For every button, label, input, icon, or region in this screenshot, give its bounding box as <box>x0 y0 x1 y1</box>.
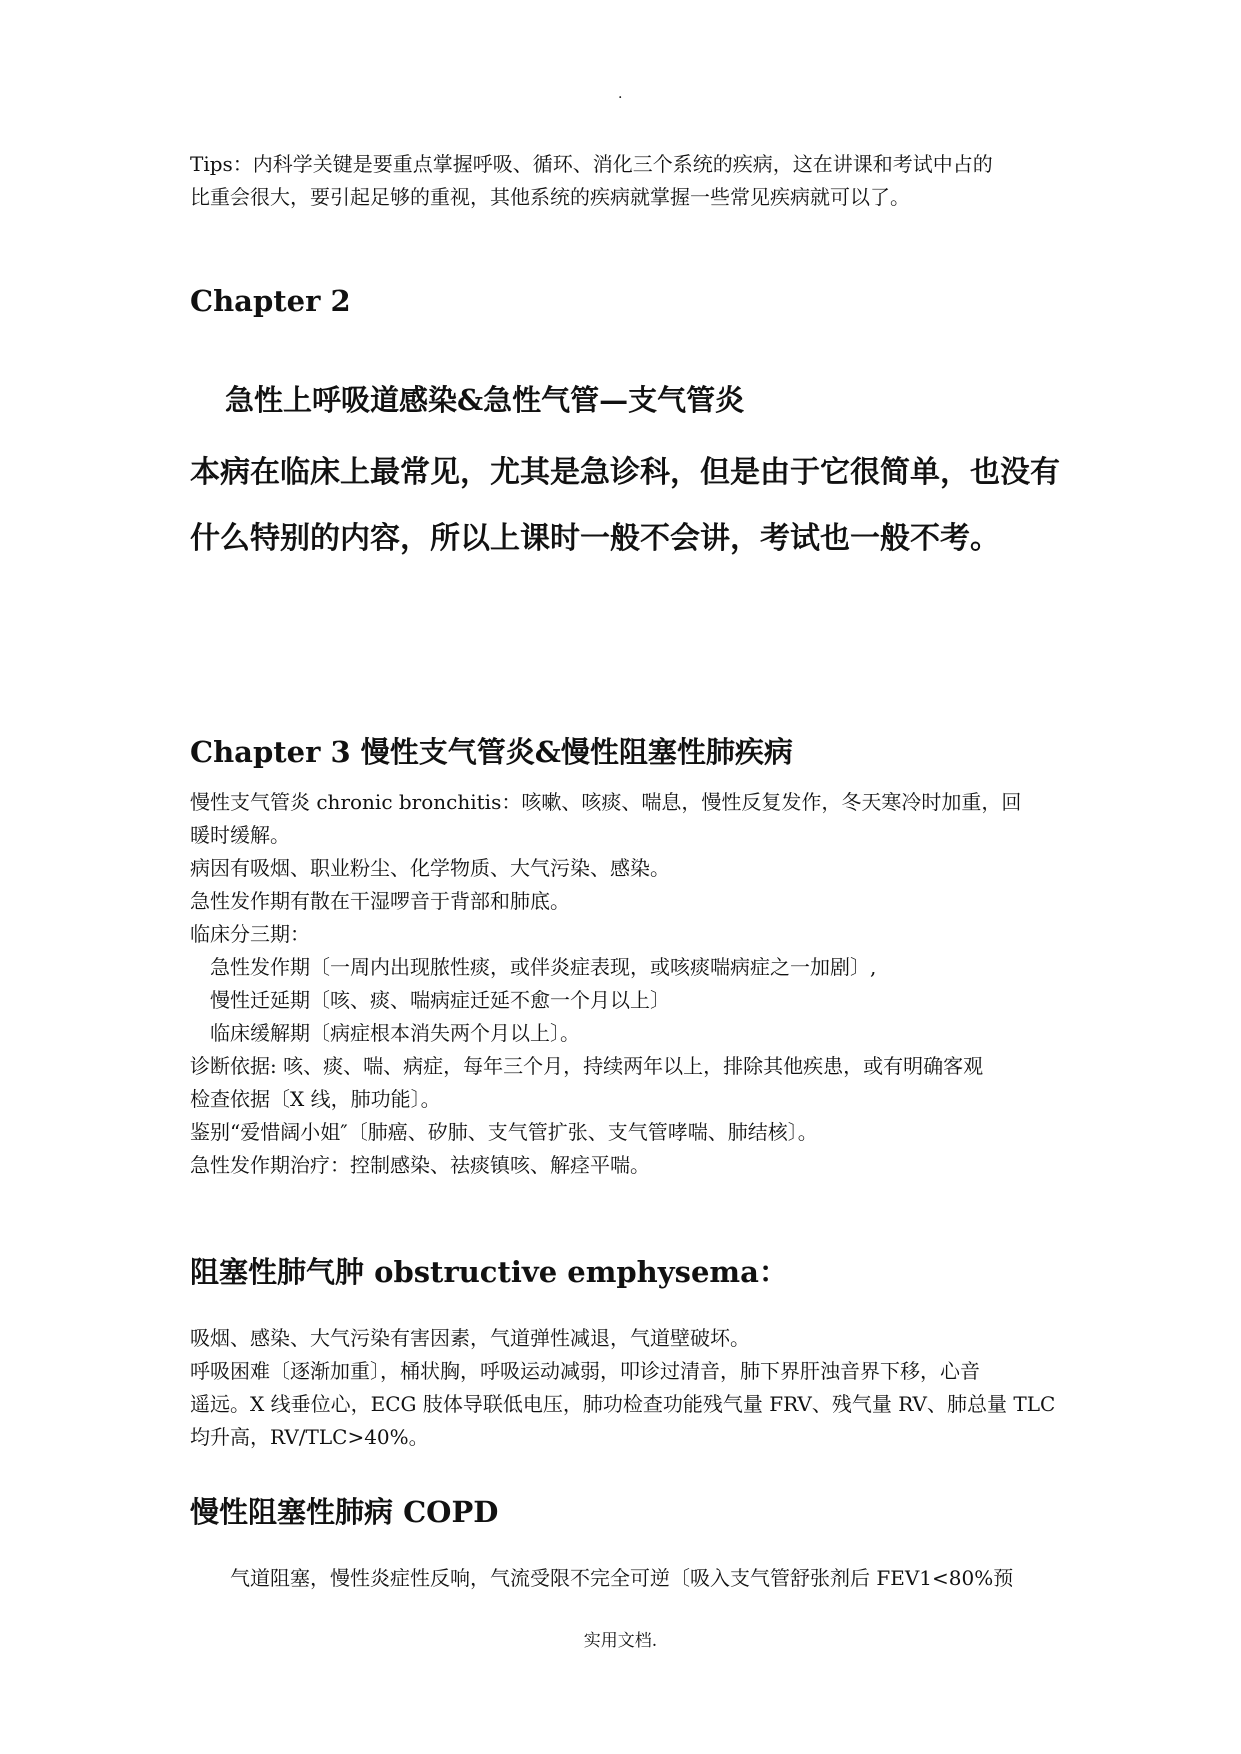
tips-line-2: 比重会很大，要引起足够的重视，其他系统的疾病就掌握一些常见疾病就可以了。 <box>190 185 910 209</box>
stage-item: 临床缓解期〔病症根本消失两个月以上〕。 <box>210 1021 580 1045</box>
chapter-3-body <box>190 786 1060 1182</box>
emphysema-line: 遥远。X 线垂位心，ECG 肢体导联低电压，肺功检查功能残气量 FRV、残气量 RV、肺总量 TLC <box>190 1392 1056 1416</box>
header-dot: . <box>618 86 623 102</box>
chapter-3-line: 病因有吸烟、职业粉尘、化学物质、大气污染、感染。 <box>190 856 670 880</box>
chapter-3-heading: Chapter 3 慢性支气管炎&慢性阻塞性肺疾病 <box>190 735 793 769</box>
emphysema-heading: 阻塞性肺气肿 obstructive emphysema： <box>190 1255 788 1289</box>
emphysema-body <box>190 1322 1060 1454</box>
copd-line: 气道阻塞，慢性炎症性反响，气流受限不完全可逆〔吸入支气管舒张剂后 FEV1<80%预 <box>230 1566 1014 1590</box>
chapter-3-line: 鉴别“爱惜阔小姐″〔肺癌、矽肺、支气管扩张、支气管哮喘、肺结核〕。 <box>190 1120 818 1144</box>
chapter-2-body: 本病在临床上最常见，尤其是急诊科，但是由于它很简单，也没有什么特别的内容，所以上课时一般不会讲，考试也一般不考。 <box>190 455 1060 556</box>
chapter-3-line: 慢性支气管炎 chronic bronchitis：咳嗽、咳痰、喘息，慢性反复发作，冬天寒冷时加重，回 <box>190 790 1022 814</box>
chapter-2-title: 急性上呼吸道感染&急性气管—支气管炎 <box>225 383 745 417</box>
page-footer: 实用文档. <box>583 1631 658 1651</box>
copd-heading: 慢性阻塞性肺病 COPD <box>190 1495 499 1529</box>
chapter-3-line: 急性发作期治疗：控制感染、祛痰镇咳、解痉平喘。 <box>190 1153 650 1177</box>
emphysema-line: 均升高，RV/TLC>40%。 <box>190 1425 429 1449</box>
chapter-3-line: 急性发作期有散在干湿啰音于背部和肺底。 <box>190 889 570 913</box>
tips-block <box>190 148 1060 214</box>
emphysema-line: 呼吸困难〔逐渐加重〕，桶状胸，呼吸运动减弱，叩诊过清音，肺下界肝浊音界下移，心音 <box>190 1359 980 1383</box>
stage-item: 急性发作期〔一周内出现脓性痰，或伴炎症表现，或咳痰喘病症之一加剧〕, <box>210 955 877 979</box>
tips-line-1: Tips：内科学关键是要重点掌握呼吸、循环、消化三个系统的疾病，这在讲课和考试中占的 <box>190 152 993 176</box>
stage-item: 慢性迁延期〔咳、痰、喘病症迁延不愈一个月以上〕 <box>210 988 670 1012</box>
chapter-3-line: 检查依据〔X 线，肺功能〕。 <box>190 1087 441 1111</box>
chapter-2-heading: Chapter 2 <box>190 284 351 318</box>
chapter-3-line: 诊断依据: 咳、痰、喘、病症，每年三个月，持续两年以上，排除其他疾患，或有明确客观 <box>190 1054 984 1078</box>
chapter-3-line: 暖时缓解。 <box>190 823 290 847</box>
copd-body <box>190 1562 1060 1595</box>
chapter-3-line: 临床分三期： <box>190 922 310 946</box>
emphysema-line: 吸烟、感染、大气污染有害因素，气道弹性减退，气道壁破坏。 <box>190 1326 750 1350</box>
